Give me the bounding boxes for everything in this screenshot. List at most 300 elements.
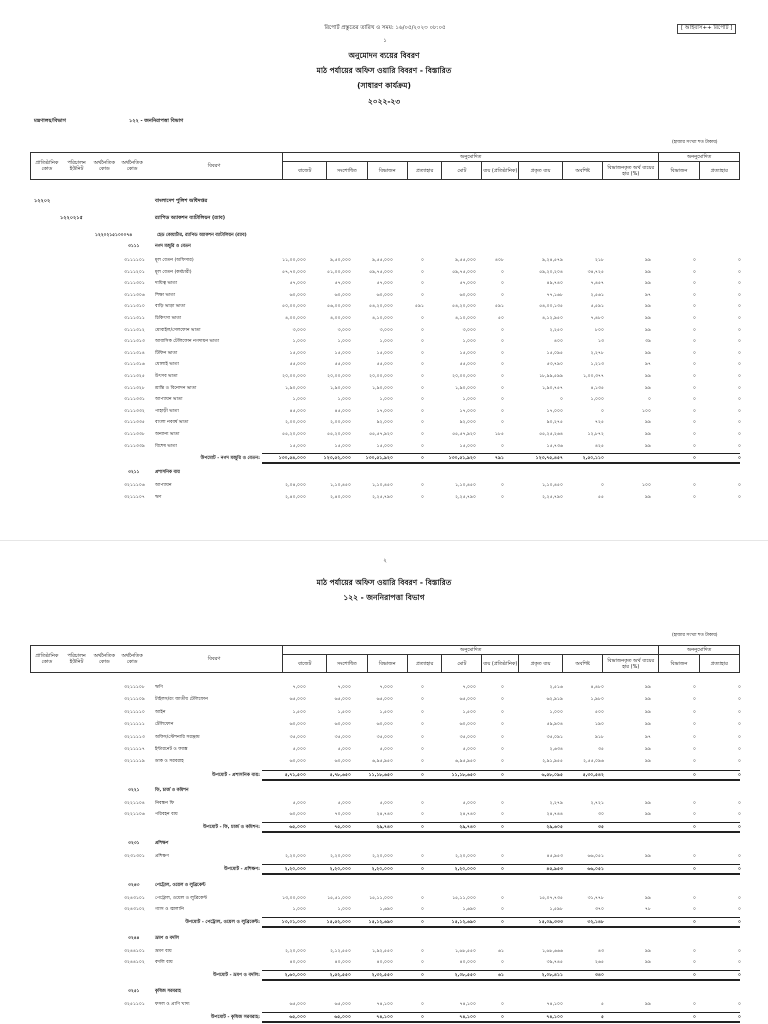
value-cell: ১,০০০ [292, 339, 306, 345]
value-cell: ১,০০,৩৭৭ [583, 374, 604, 379]
value-cell: ১৫,১১,০০০ [452, 895, 476, 901]
value-cell: ২,২০,০০০ [330, 854, 351, 859]
value-cell: ৯৯ [645, 374, 651, 379]
value-cell: ০ [421, 374, 424, 379]
value-cell: ০ [693, 292, 696, 298]
value-cell: ০ [693, 281, 696, 287]
value-cell: ৪০৮ [495, 258, 504, 263]
value-cell: ৬৫,০০০ [459, 697, 476, 703]
value-cell: ৪৫,০০০ [334, 408, 351, 414]
subtotal-label: উপমোট - প্রশাসনিক ব্যয়: [212, 772, 260, 778]
table-row [0, 481, 768, 491]
value-cell: ১৫,০০০ [334, 443, 351, 449]
value-cell: ৯৯ [645, 1002, 651, 1007]
value-cell: ০ [693, 747, 696, 752]
table-row [0, 279, 768, 289]
value-cell: ০ [693, 483, 696, 489]
value-cell: ৭৪,১০০ [546, 1002, 563, 1007]
value-cell: ০ [693, 919, 696, 925]
value-cell: ১৫,০০০ [289, 350, 306, 356]
col-budget: বাজেট [283, 655, 327, 673]
econ-code-cell: ৩২৫১১০১ [124, 1002, 145, 1007]
value-cell: ০ [738, 973, 741, 978]
value-cell: ১,১০,৪৫০ [372, 483, 393, 489]
value-cell: ০ [738, 443, 741, 449]
value-cell: ৬১ [498, 973, 504, 978]
value-cell: ২,০৮,৪১১ [541, 973, 563, 978]
group-name: ভ্রমণ ও বদলি [155, 935, 179, 941]
col-withdrawal: প্রত্যাহার [407, 162, 441, 180]
value-cell: ৯৭ [645, 362, 651, 368]
value-cell: ০ [421, 292, 424, 298]
value-cell: ৬১ [498, 948, 504, 954]
value-cell: ০ [421, 866, 424, 872]
group-name: ফি, চার্জ ও কমিশন [155, 787, 189, 793]
value-cell: ০ [693, 800, 696, 806]
value-cell: ০ [421, 327, 424, 333]
value-cell: ০ [501, 350, 504, 356]
value-cell: ৯৯ [645, 747, 651, 752]
value-cell: ০ [501, 747, 504, 752]
ministry-name-2: ১২২ - জননিরাপত্তা বিভাগ [343, 593, 425, 602]
value-cell: ০ [501, 1002, 504, 1007]
table-row [0, 418, 768, 428]
value-cell: ৪৩ [598, 948, 604, 954]
value-cell: ০ [693, 494, 696, 500]
value-cell: ৯৭ [645, 292, 651, 298]
value-cell: ১,৬৯০ [379, 907, 393, 913]
econ-code-cell: ৩১১১৩১৩ [124, 339, 145, 345]
value-cell: ০ [738, 685, 741, 690]
value-cell: ২,৫১৬ [549, 685, 563, 690]
value-cell: ৬০,০০০ [459, 292, 476, 298]
value-cell: ১,০০০ [337, 397, 351, 403]
value-cell: ০ [693, 825, 696, 830]
value-cell: ৬,৫৮,০৯৫ [541, 772, 563, 778]
col-expense-rate: বিভাজনকৃত অর্থ ব্যয়ের হার (%) [603, 162, 659, 180]
value-cell: ০ [693, 948, 696, 954]
value-cell: ০ [501, 420, 504, 426]
value-cell: ৩২,১৪৮ [587, 919, 604, 925]
table-row [0, 799, 768, 809]
value-cell: ০ [421, 408, 424, 414]
value-cell: ২,০০,০০০ [330, 420, 351, 426]
value-cell: ০ [738, 747, 741, 752]
value-cell: ৪৫,৯৫৩ [546, 866, 563, 872]
value-cell: ০ [421, 339, 424, 345]
value-cell: ১৭,০০০ [546, 408, 563, 414]
group-name: কৃষিজ সরবরাহ [155, 989, 181, 994]
value-cell: ০ [501, 866, 504, 872]
value-cell: ১,০০০ [462, 339, 476, 345]
value-cell: ৬০,০০০ [334, 759, 351, 765]
value-cell: ৪,১০,০০০ [372, 316, 393, 321]
value-cell: ০ [738, 420, 741, 426]
econ-code-cell: ৩২১১১০৭ [124, 494, 145, 500]
value-cell: ৪৫,০০০ [289, 408, 306, 414]
value-cell: ১,০০০ [337, 339, 351, 345]
value-cell: ২,৫৬১ [590, 292, 604, 298]
value-cell: ০ [501, 722, 504, 728]
group-code: ৩২৫১ [128, 989, 140, 994]
value-cell: ৩,০০০ [379, 327, 393, 333]
value-cell: ১,৯০,০০০ [372, 385, 393, 391]
group-unapproved: অননুমোদিত [659, 646, 740, 655]
subtotal-label: উপমোট - কৃষিজ সরবরাহ: [210, 1014, 260, 1020]
value-cell: ৪,৪৮০ [590, 685, 604, 690]
value-cell: ১৫,৭৩৬ [546, 443, 563, 449]
value-cell: ৫,৭৮,৬৫০ [329, 772, 351, 778]
value-cell: ১৮,৯৯,৫৯৯ [539, 374, 563, 379]
value-cell: ৫,০০০ [292, 747, 306, 752]
value-cell: ০ [693, 443, 696, 449]
value-cell: ০ [421, 960, 424, 966]
value-cell: ১৮৫ [495, 432, 504, 437]
value-cell: ৪,১০,০০০ [455, 316, 476, 321]
value-cell: ৯৯ [645, 854, 651, 859]
value-cell: ৬০,০০০ [459, 722, 476, 728]
econ-code-cell: ৩১১১৩৩৫ [124, 420, 145, 426]
value-cell: ১,৬৮,৬৬৬ [542, 948, 563, 954]
value-cell: ৩৫ [598, 747, 604, 752]
table-row [0, 314, 768, 324]
value-cell: ২,২০,০০০ [372, 854, 393, 859]
value-cell: ২৯,৭৪০ [376, 825, 393, 830]
table-row [0, 708, 768, 718]
value-cell: ০ [738, 456, 741, 462]
value-cell: ০ [421, 281, 424, 287]
value-cell: ২০,০০,০০০ [369, 374, 393, 379]
value-cell: ০ [421, 697, 424, 703]
value-cell: ১,০০০ [462, 397, 476, 403]
value-cell: ০ [693, 456, 696, 462]
table-row [0, 720, 768, 730]
value-cell: ০ [501, 292, 504, 298]
col-budget: বাজেট [283, 162, 327, 180]
econ-code-cell: ৩২১১১০৮ [124, 685, 145, 690]
value-cell: ৩০ [598, 812, 604, 818]
value-cell: ২৯,৬০৫ [546, 825, 563, 830]
value-cell: ৩,০০০ [337, 327, 351, 333]
value-cell: ০ [501, 919, 504, 925]
econ-code-cell: ৩২২১১০৬ [124, 812, 145, 818]
econ-code-cell: ৩২৪৪১০১ [124, 948, 145, 954]
value-cell: ৫,০০০ [379, 800, 393, 806]
col-econ-code: অর্থনৈতিক কোড [90, 153, 118, 180]
value-cell: ০ [738, 350, 741, 356]
table-row [0, 733, 768, 743]
value-cell: ৯৯ [645, 812, 651, 818]
value-cell: ৩,০০০ [292, 327, 306, 333]
value-cell: ০ [501, 494, 504, 500]
subtotal-row [0, 971, 768, 981]
value-cell: ১,২১৩ [590, 362, 604, 368]
description-cell: আবাসিক টেলিফোন নগদায়ন ভাতা [155, 339, 220, 345]
value-cell: ০ [421, 1014, 424, 1020]
value-cell: ২,২৭৮ [590, 350, 604, 356]
value-cell: ০ [501, 443, 504, 449]
value-cell: ৪,১৩৫ [590, 385, 604, 391]
value-cell: ০ [693, 385, 696, 391]
value-cell: ০ [738, 494, 741, 500]
table-row [0, 337, 768, 347]
value-cell: ০ [501, 362, 504, 368]
value-cell: ১৯০ [595, 722, 604, 728]
value-cell: ৫,০০০ [462, 747, 476, 752]
col-revised: সংশোধিত [327, 655, 367, 673]
table-row [0, 1000, 768, 1010]
col-institution-code: প্রাতিষ্ঠানিক কোড [31, 646, 63, 673]
value-cell: ০ [738, 866, 741, 872]
value-cell: ০ [693, 854, 696, 859]
report-category: (সাধারণ কার্যক্রম) [357, 81, 411, 90]
value-cell: ১৫,০০০ [289, 443, 306, 449]
value-cell: ৯২,০০০ [459, 420, 476, 426]
value-cell: ৫১,০০,০০০ [327, 269, 351, 275]
value-cell: ৫৪,০০,১৩৫ [539, 304, 563, 310]
econ-code-cell: ৩১১১৩২৮ [124, 385, 145, 391]
value-cell: ৩৫,০০০ [289, 734, 306, 740]
value-cell: ১,৫০০ [462, 709, 476, 715]
value-cell: ০ [421, 258, 424, 263]
value-cell: ১৫,০০০ [459, 443, 476, 449]
value-cell: ৯৯ [645, 304, 651, 310]
value-cell: ৬৫,০০০ [289, 825, 306, 830]
value-cell: ৯৯ [645, 327, 651, 333]
table-row [0, 430, 768, 440]
value-cell: ০ [738, 408, 741, 414]
value-cell: ০ [501, 825, 504, 830]
value-cell: ২,২০,০০০ [329, 866, 351, 872]
group-code: ৩২৩১ [128, 841, 140, 846]
econ-code-cell: ৩১১১৩১২ [124, 327, 145, 333]
value-cell: ৩,০০০ [462, 327, 476, 333]
value-cell: ৫০ [498, 316, 504, 321]
col-unapproved-allocation: বিভাজন [659, 655, 699, 673]
value-cell: ২,২০,০০০ [454, 866, 476, 872]
value-cell: ৯২,০০০ [376, 420, 393, 426]
value-cell: ০ [738, 1002, 741, 1007]
value-cell: ১৫,০০০ [376, 350, 393, 356]
value-cell: ১,৯০,০০০ [455, 385, 476, 391]
page-number-2: ২ [383, 558, 387, 564]
value-cell: ৩৫ [598, 825, 604, 830]
value-cell: ০ [693, 258, 696, 263]
subtotal-row [0, 918, 768, 928]
value-cell: ০ [501, 374, 504, 379]
value-cell: ৫৫,০০০ [289, 362, 306, 368]
value-cell: ০ [738, 397, 741, 403]
description-cell: দায়িত্ব ভাতা [155, 281, 178, 287]
value-cell: ৯৯ [645, 685, 651, 690]
value-cell: ০ [693, 697, 696, 703]
value-cell: ০ [421, 269, 424, 275]
value-cell: ৯৯ [645, 316, 651, 321]
value-cell: ০ [738, 292, 741, 298]
value-cell: ১,১০,৪৫০ [455, 483, 476, 489]
value-cell: ০ [693, 316, 696, 321]
value-cell: ০ [421, 1002, 424, 1007]
value-cell: ২,২৫,৭৯০ [372, 494, 393, 500]
value-cell: ০ [693, 973, 696, 978]
value-cell: ০ [501, 759, 504, 765]
value-cell: ৫৫,২৫,২৬৪ [539, 432, 563, 437]
value-cell: ৬৫,০০০ [289, 697, 306, 703]
report-subtitle: মাঠ পর্যায়ের অফিস ওয়ারি বিবরণ - বিস্তারিত [316, 66, 452, 75]
section-name-1: বাংলাদেশ পুলিশ অধিদপ্তর [155, 198, 208, 204]
value-cell: ৫,০০০ [462, 800, 476, 806]
value-cell: ১৩ [598, 339, 604, 345]
value-cell: ২৪,৭৪০ [376, 812, 393, 818]
value-cell: ০ [693, 327, 696, 333]
value-cell: ১,০০০ [292, 397, 306, 403]
col-remaining: অবশিষ্ট [563, 655, 603, 673]
value-cell: ০ [738, 281, 741, 287]
value-cell: ০ [738, 759, 741, 765]
report-subtitle-2: মাঠ পর্যায়ের অফিস ওয়ারি বিবরণ - বিস্তারিত [316, 578, 452, 587]
col-withdrawal: প্রত্যাহার [407, 655, 441, 673]
subtotal-label: উপমোট - প্রশিক্ষণ: [224, 866, 260, 872]
value-cell: ০ [738, 734, 741, 740]
value-cell: ২৯,৭৪০ [459, 825, 476, 830]
col-unapproved-withdrawal: প্রত্যাহার [699, 162, 739, 180]
section-code-3: ১২২০২১৫১০০০৭৪ [95, 233, 133, 238]
unit-note-2: (হাজার সংখ্যা শত টাকায়) [672, 633, 718, 638]
section-name-3: হেড কোয়ার্টার, র‍্যাপিড অ্যাকশন ব্যাটালিয়ন (র‍্যাব) [157, 233, 247, 238]
value-cell: ০ [601, 408, 604, 414]
value-cell: ২,২০,০০০ [371, 866, 393, 872]
value-cell: ১৫,৫১,০০০ [327, 895, 351, 901]
description-cell: ঋণি [155, 685, 163, 690]
value-cell: ১,৫৯৮ [549, 907, 563, 913]
value-cell: ৫৩,৭৯০ [546, 362, 563, 368]
value-cell: ০ [501, 812, 504, 818]
table-row [0, 384, 768, 394]
value-cell: ৪,০০,০০০ [330, 316, 351, 321]
value-cell: ৭,০০০ [337, 685, 351, 690]
value-cell: ০ [421, 483, 424, 489]
value-cell: ০ [738, 895, 741, 901]
value-cell: ৯,২৪,৫৭৯ [542, 258, 563, 263]
value-cell: ০ [738, 483, 741, 489]
table-row [0, 493, 768, 503]
value-cell: ৩১,৭৭৮ [587, 895, 604, 901]
description-cell: টেলিফোন [155, 722, 174, 728]
unit-note: (হাজার সংখ্যা শত টাকায়) [672, 140, 718, 145]
value-cell: ৯৯ [645, 420, 651, 426]
value-cell: ২৪,৭৪৪ [546, 812, 563, 818]
description-cell: শ্রান্তি ও বিনোদন ভাতা [155, 385, 197, 391]
value-cell: ০ [738, 697, 741, 703]
value-cell: ৬০,০০০ [289, 722, 306, 728]
value-cell: ৭,০০০ [379, 685, 393, 690]
value-cell: ০ [738, 948, 741, 954]
value-cell: ৫৯,৯০৪ [546, 722, 563, 728]
value-cell: ০ [693, 269, 696, 275]
value-cell: ৪,০০,০০০ [285, 316, 306, 321]
value-cell: ৯,৫৫,০০০ [455, 258, 476, 263]
value-cell: ৭৪,১০০ [459, 1014, 476, 1020]
value-cell: ৬২,৯১৯ [546, 697, 563, 703]
value-cell: ৬,৯৫,৯৫০ [372, 759, 393, 765]
table-row [0, 757, 768, 767]
group-code: ৩২১১ [128, 470, 140, 476]
value-cell: ১৫,১২,৬৯০ [368, 919, 393, 925]
value-cell: ০ [501, 907, 504, 913]
description-cell: টাইলস/রং জাতীয় টেলিফোন [155, 697, 208, 703]
value-cell: ৯৯ [645, 281, 651, 287]
description-cell: বাংলা নববর্ষ ভাতা [155, 420, 189, 426]
value-cell: ৭২৫ [595, 420, 604, 426]
col-institution-code: প্রাতিষ্ঠানিক কোড [31, 153, 63, 180]
value-cell: ৪৫,৯৫৩ [546, 854, 563, 859]
page-number: ১ [383, 38, 387, 44]
value-cell: ১২,৮৭২ [587, 432, 604, 437]
value-cell: ৬০,০০০ [289, 292, 306, 298]
value-cell: ১৫,০৯,৩৩৩ [538, 919, 563, 925]
econ-code-cell: ৩১১১৩১০ [124, 304, 145, 310]
table-row [0, 268, 768, 278]
description-cell: নিবন্ধন ফি [155, 800, 175, 806]
value-cell: ২,৯১,৯৫৫ [542, 759, 563, 765]
value-cell: ০ [693, 895, 696, 901]
page-divider [0, 540, 768, 541]
description-cell: আপ্যায়ন [155, 483, 172, 489]
value-cell: ১৫,১১,০০০ [369, 895, 393, 901]
value-cell: ৪২৫ [595, 443, 604, 449]
value-cell: ০ [648, 397, 651, 403]
value-cell: ০ [421, 772, 424, 778]
value-cell: ৯,৫০,০০০ [330, 258, 351, 263]
value-cell: ০ [421, 432, 424, 437]
value-cell: ২,২৫,৭৯০ [542, 494, 563, 500]
value-cell: ০ [738, 385, 741, 391]
value-cell: ৫৫,৫৭,৯২০ [452, 432, 476, 437]
value-cell: ০ [738, 960, 741, 966]
column-header-table [30, 152, 740, 180]
value-cell: ৫,০০০ [337, 747, 351, 752]
value-cell: ০ [501, 734, 504, 740]
value-cell: ০ [738, 432, 741, 437]
fiscal-year: ২০২২-২৩ [367, 97, 401, 106]
col-revised: সংশোধিত [327, 162, 367, 180]
value-cell: ২,০৪,০০০ [285, 483, 306, 489]
value-cell: ০ [693, 420, 696, 426]
econ-code-cell: ৩১১১২০১ [124, 269, 145, 275]
value-cell: ৪০০ [554, 339, 563, 345]
value-cell: ৫৫,০০০ [334, 362, 351, 368]
value-cell: ৪০,০০০ [289, 960, 306, 966]
table-row [0, 326, 768, 336]
value-cell: ০ [501, 408, 504, 414]
table-row [0, 745, 768, 755]
value-cell: ৯৯ [645, 948, 651, 954]
value-cell: ৬৬,০৫১ [587, 866, 604, 872]
value-cell: ৬০,০০০ [289, 812, 306, 818]
value-cell: ০ [501, 709, 504, 715]
value-cell: ০ [421, 747, 424, 752]
value-cell: ৬৫,০০০ [376, 697, 393, 703]
col-expense-rate: বিভাজনকৃত অর্থ ব্যয়ের হার (%) [603, 655, 659, 673]
value-cell: ৭৪,১০০ [376, 1002, 393, 1007]
value-cell: ০ [693, 960, 696, 966]
value-cell: ২৪,৭৪০ [459, 812, 476, 818]
group-name: প্রশাসনিক ব্যয় [155, 470, 180, 476]
value-cell: ৬৫,০০০ [334, 1014, 351, 1020]
value-cell: ০ [421, 456, 424, 462]
col-allocation: বিভাজন [367, 162, 407, 180]
value-cell: ৯৯ [645, 709, 651, 715]
